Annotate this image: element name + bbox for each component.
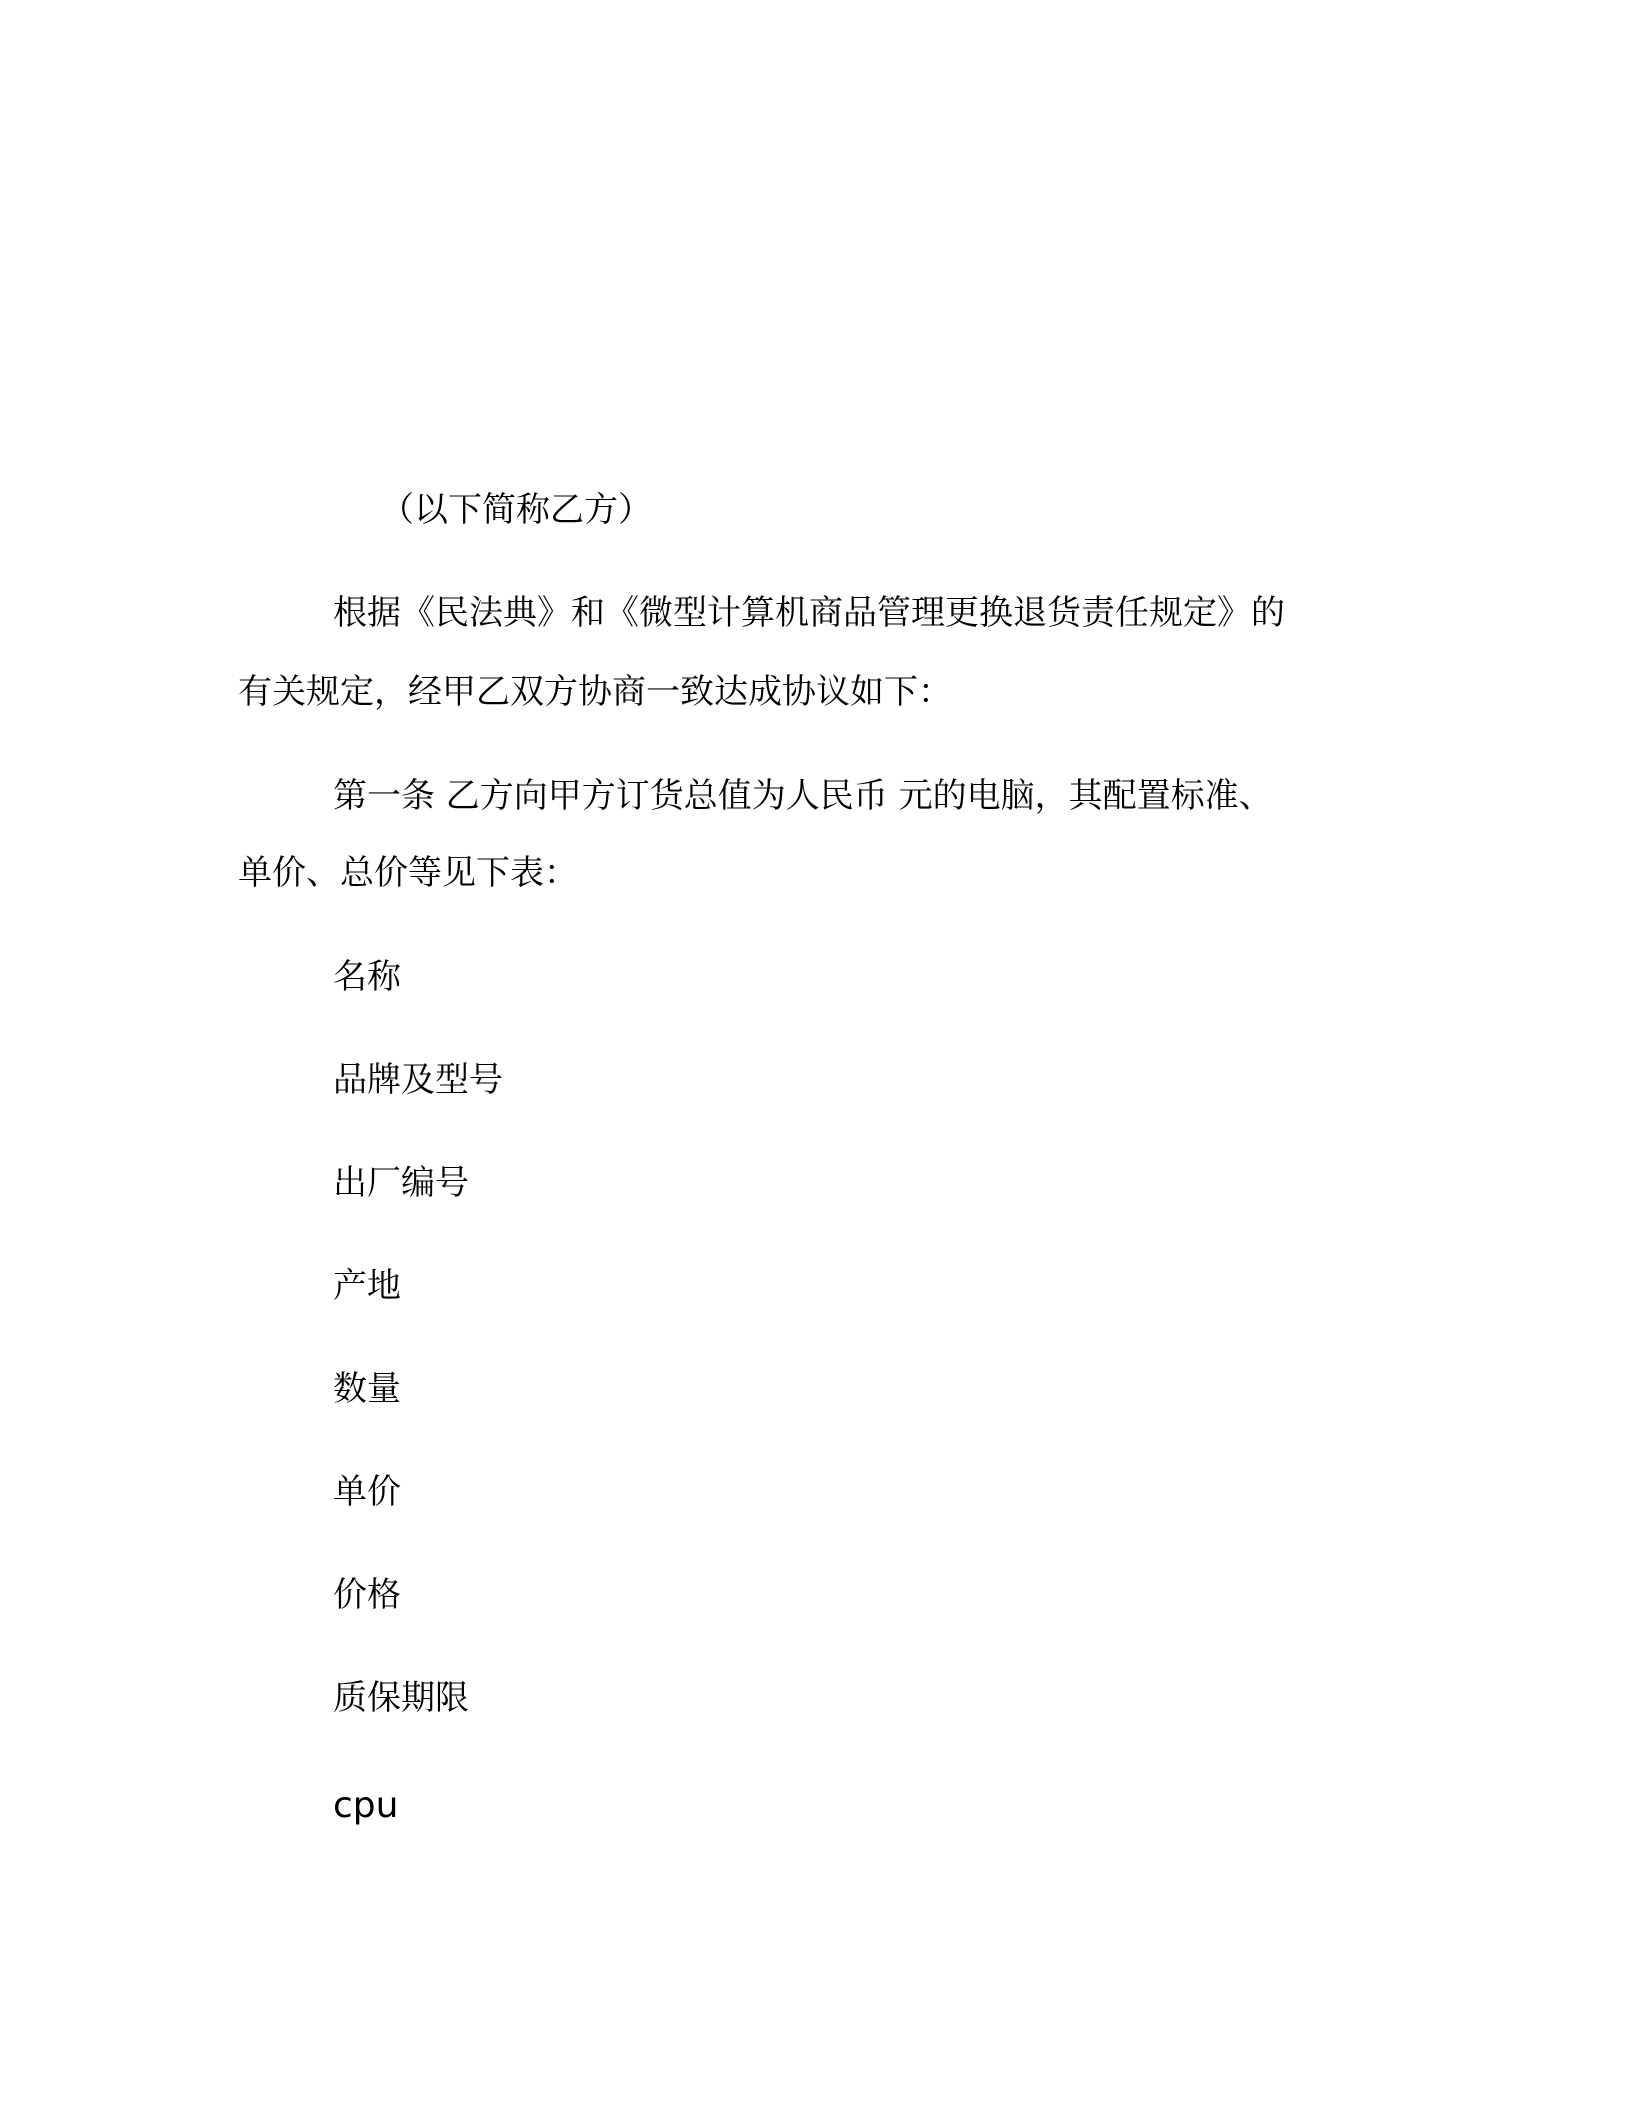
intro-paragraph-line-2: 有关规定，经甲乙双方协商一致达成协议如下： bbox=[238, 672, 952, 712]
field-cpu: cpu bbox=[333, 1785, 399, 1826]
field-price: 价格 bbox=[333, 1575, 401, 1615]
field-serial-number: 出厂编号 bbox=[333, 1163, 469, 1203]
field-warranty-period: 质保期限 bbox=[333, 1678, 469, 1718]
field-unit-price: 单价 bbox=[333, 1472, 401, 1512]
article-1-line-2: 单价、总价等见下表： bbox=[238, 853, 578, 893]
field-quantity: 数量 bbox=[333, 1369, 401, 1409]
party-note: （以下简称乙方） bbox=[380, 490, 652, 530]
article-1-line-1: 第一条 乙方向甲方订货总值为人民币 元的电脑，其配置标准、 bbox=[333, 776, 1273, 816]
field-origin: 产地 bbox=[333, 1266, 401, 1306]
field-name: 名称 bbox=[333, 957, 401, 997]
intro-paragraph-line-1: 根据《民法典》和《微型计算机商品管理更换退货责任规定》的 bbox=[333, 593, 1285, 633]
field-brand-model: 品牌及型号 bbox=[333, 1060, 503, 1100]
